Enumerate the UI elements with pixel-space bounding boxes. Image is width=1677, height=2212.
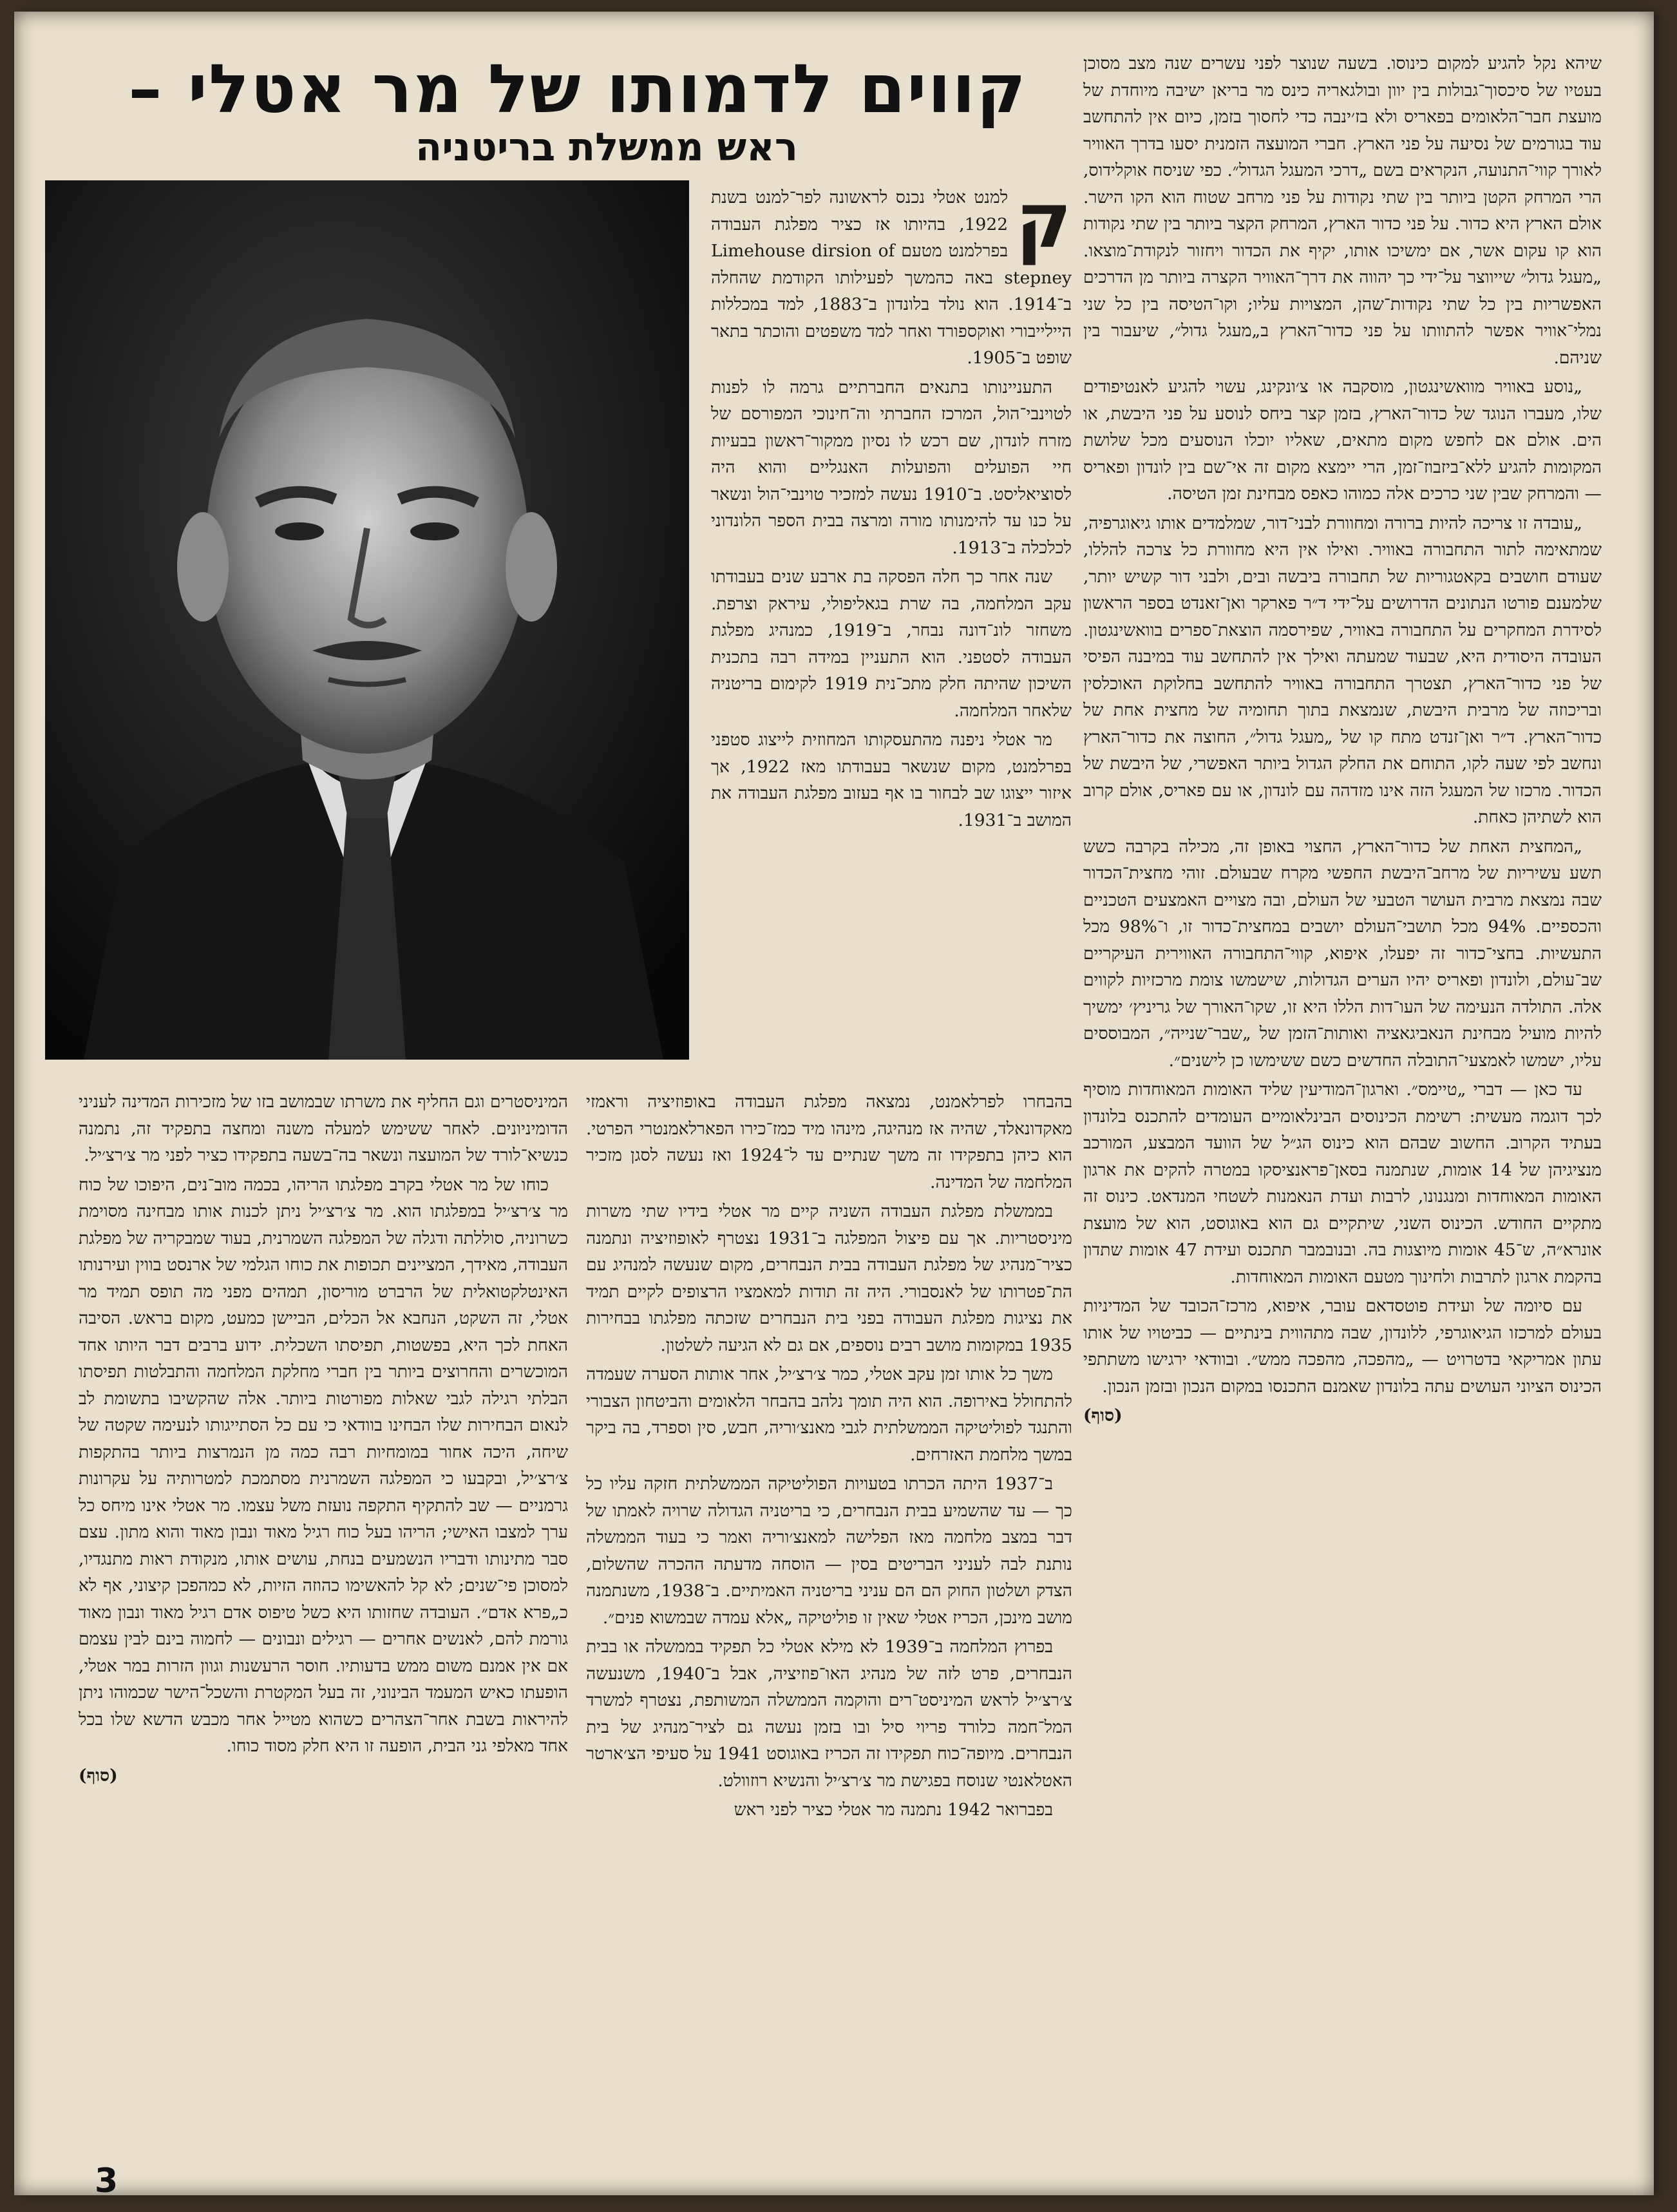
middle-column [711, 184, 1072, 1086]
paragraph: משך כל אותו זמן עקב אטלי, כמר צ׳רצ׳יל, אחר אותות הסערה שעמדה להתחולל באירופה. הוא היה תומך נלהב בהבחר הלאומים והביטחון הצבורי והתנגד לפוליטיקה הממשלתית לגבי מאנצ׳וריה, חבש, סין וספרד, בה ביקר במשך מלחמת האזרחים. [586, 1364, 1072, 1465]
paragraph: המיניסטרים וגם החליף את משרתו שבמושב בזו של מזכירות המדינה לעניני הדומיניונים. לאחר ששימש למעלה משנה ומחצה בתפקיד זה, נתמנה כנשיא־לורד של המועצה ונשאר בה־בשעה בתפקידו כציר לפני מר צ׳רצ׳יל. [79, 1092, 568, 1165]
portrait-image [45, 180, 689, 1060]
paragraph: התעניינותו בתנאים החברתיים גרמה לו לפנות לטוינבי־הול, המרכז החברתי וה־חינוכי המפורסם של מזרח לונדון, שם רכש לו נסיון ממקור־ראשון בבעיות חיי הפועלים והפועלות האנגליים והוא היה לסוציאליסט. ב־1910 נעשה למזכיר טוינבי־הול ונשאר על כנו עד להימנותו מורה ומרצה בבית הספר הלונדוני לכלכלה ב־1913. [711, 377, 1072, 558]
article-subheadline: ראש ממשלת בריטניה [415, 125, 798, 170]
paragraph: בממשלת מפלגת העבודה השניה קיים מר אטלי בידיו שתי משרות מיניסטריות. אך עם פיצול המפלגה ב־1931 נצטרף לאופוזיציה ונתמנה כציר־מנהיג של מפלגת העבודה בבית הנבחרים, מקום שנעשה למנהיג עם הת־פטרותו של לאנסבורי. היה זה תודות למאמציו הרצופים לקיים תמיד את נציגות מפלגת העבודה בפני בית הנבחרים שזכתה מפלגתו בבחירות 1935 במקומות מושב רבים נוספים, אם גם לא הגיעה לשלטון. [586, 1201, 1072, 1355]
paragraph: שנה אחר כך חלה הפסקה בת ארבע שנים בעבודתו עקב המלחמה, בה שרת בגאליפולי, עיראק וצרפת. משחזר לונ־דונה נבחר, ב־1919, כמנהיג מפלגת העבודה לסטפני. הוא התעניין במידה רבה בתכנית השיכון שהיתה חלק מתכ־נית 1919 לקימום בריטניה שלאחר המלחמה. [711, 567, 1072, 721]
paragraph: עד כאן — דברי „טיימס״. וארגון־המודיעין שליד האומות המאוחדות מוסיף לכך דוגמה מעשית: רשימת הכינוסים הבינלאומיים העומדים להתכנס בלונדון בעתיד הקרוב. החשוב שבהם הוא כינוס הג״ל של הוועד המבצע, המורכב מנציגיהן של 14 אומות, שנתמנה בסאן־פראנציסקו במטרה להקים את ארגון האומות המאוחדות ומנגנונו, לרבות ועדת הנאמנות לשטחי המנדאט. כינוס זה מתקיים החודש. הכינוס השני, שיתקיים גם הוא באוגוסט, הוא של מועצת אונרא״ה, ש־45 אומות מיוצגות בה. ובנובמבר תתכנס ועידת 47 אומות שתדון בהקמת ארגון לתרבות ולחינוך מטעם האומות המאוחדות. [1083, 1080, 1602, 1287]
end-mark: (סוף) [1083, 1406, 1123, 1425]
paragraph: בפברואר 1942 נתמנה מר אטלי כציר לפני ראש [734, 1800, 1053, 1820]
paragraph: בהבחרו לפרלאמנט, נמצאה מפלגת העבודה באופוזיציה וראמזי מאקדונאלד, שהיה אז מנהיגה, מינהו מיד כמז־כירו הפארלאמנטרי הפרטי. הוא כיהן בתפקידו זה משך שנתיים עד ל־1924 ואז נעשה לסגן מזכיר המלחמה של המדינה. [586, 1092, 1072, 1192]
paragraph [711, 184, 1072, 372]
paragraph: בפרוץ המלחמה ב־1939 לא מילא אטלי כל תפקיד בממשלה או בבית הנבחרים, פרט לזה של מנהיג האו־פוזיציה, אבל ב־1940, משנעשה צ׳רצ׳יל לראש המיניסט־רים והוקמה הממשלה המשותפת, נצטרף למשרד המל־חמה כלורד פריוי סיל ובו בזמן נעשה גם לציר־מנהיג של בית הנבחרים. מיופה־כוח תפקידו זה הכריז באוגוסט 1941 על סעיפי הצ׳ארטר האטלאנטי שנוסח בפגישת מר צ׳רצ׳יל והנשיא רוזוולט. [586, 1637, 1072, 1791]
portrait-photo [45, 180, 689, 1060]
paragraph: מר אטלי ניפנה מהתעסקותו המחוזית לייצוג סטפני בפרלמנט, מקום שנשאר בעבודתו מאז 1922, אך איזור ייצוגו שב לבחור בו אף בעזוב מפלגת העבודה את המושב ב־1931. [711, 730, 1072, 830]
paragraph: עם סיומה של ועידת פוטסדאם עובר, איפוא, מרכז־הכובד של המדיניות בעולם למרכזו הגיאוגרפי, ללונדון, שבה מתהווית בינתיים — כביטויו של אותו עתון אמריקאי בדטרויט — „מהפכה, מהפכה ממש״. ובוודאי ירגישו משתתפי הכינוס הציוני העושים עתה בלונדון שאמנם התכנסו במקום הנכון ובזמן הנכון. [1083, 1296, 1602, 1397]
paragraph-text: למנט אטלי נכנס לראשונה לפר־למנט בשנת 1922, בהיותו אז כציר מפלגת העבודה בפרלמנט מטעם Limehouse dirsion of stepney באה כהמשך לפעילותו הקודמת שהחלה ב־1914. הוא נולד בלונדון ב־1883, למד במכללות היילייבורי ואוקספורד ואחר למד משפטים והוכתר בתאר שופט ב־1905. [711, 187, 1072, 368]
paragraph: כוחו של מר אטלי בקרב מפלגתו הריהו, בכמה מוב־נים, היפוכו של כוח מר צ׳רצ׳יל במפלגתו הוא. מר צ׳רצ׳יל ניתן לכנות אותו מבחינה מסוימת כשרוניה, סוללתה ודגלה של המפלגה השמרנית, בעוד שמבקריה של מפלגת העבודה, מאידך, המציינים תכופות את כוחו הגלמי של ארנסט בווין ועירנותו האינטלקטואלית של הרברט מוריסון, תמהים מפני מה תופס תמיד מר אטלי, זה השקט, הנחבא אל הכלים, הביישן כמעט, מקום בראש. הסיבה האחת לכך היא, בפשטות, תפיסתו השכלית. ידוע ברבים דבר היותו אחד המוכשרים והחרוצים ביותר בין חברי מחלקת המלחמה והתבלטות תפיסתו הבלתי רגילה לגבי שאלות מפורטות ביותר. אלה שהקשיבו בתשומת לב לנאום הבחירות שלו הבחינו בוודאי כי עם כל הסתייגותו לנעימה שקטה של שיחה, היכה אחור במומחיות רבה כמה מן הנמרצות ביותר בהתקפות צ׳רצ׳יל, ובקבעו כי המפלגה השמרנית מסתמכת למטרותיה על עקרונות גרמניים — שב להתקיף התקפה נועזת משל עצמו. מר אטלי אינו מיחס כל ערך למצבו האישי; הריהו בעל כוח רגיל מאוד ונבון מאוד והוא מתון. עצם סבר מתינותו ודבריו הנשמעים בנחת, עושים אותו, מנקודת ראות מתנגדיו, למסוכן פי־שנים; לא קל להאשימו כהוזה הזיות, לא כמהפכן קיצוני, אף לא כ„פרא אדם״. העובדה שחזותו היא כשל טיפוס אדם רגיל מאוד ונבון מאוד גורמת להם, לאנשים אחרים — רגילים ונבונים — לחמוה בינם לבין עצמם אם אין אמנם משום ממש בדעותיו. חוסר הרעשנות וגוון הזרות במר אטלי, הופעתו כאיש המעמד הבינוני, זה בעל המקטרת והשכל־הישר שכמוהו ניתן להיראות בשבת אחר־הצהרים כשהוא מטייל אחר מכבש הדשא שלו בכל אחד מאלפי גני הבית, הופעה זו היא חלק מסוד כוחו. [79, 1174, 568, 1756]
article-headline: קווים לדמותו של מר אטלי – [128, 50, 1027, 128]
lower-middle-column [586, 1089, 1072, 2145]
paragraph: ב־1937 היתה הכרתו בטעויות הפוליטיקה הממשלתית חזקה עליו כל כך — עד שהשמיע בבית הנבחרים, כי בריטניה הגדולה שרויה לאמתו של דבר במצב מלחמה מאז הפלישה למאנצ׳וריה ואמר כי בעוד הממשלה נותנת לבה לעניני הבריטים בסין — הוסחה מדעתה ההכרה שהשלום, הצדק ושלטון החוק הם הם עניני בריטניה האמיתיים. ב־1938, משנתמנה מושב מינכן, הכריז אטלי שאין זו פוליטיקה „אלא עמדה שבמשוא פנים״. [586, 1474, 1072, 1628]
paragraph: „המחצית האחת של כדור־הארץ, החצוי באופן זה, מכילה בקרבה כשש תשע עשיריות של מרחב־היבשת החפשי מקרח שבעולם. זוהי מחצית־הכדור שבה נמצאת מרבית העושר הטבעי של העולם, ובה מצויים האמצעים הטכניים והכספיים. 94% מכל תושבי־העולם יושבים במחצית־כדור זו, ו־98% מכל התעשיות. בחצי־כדור זה יפעלו, איפוא, קווי־התחבורה האווירית העיקריים שב־עולם, ולונדון ופאריס יהיו הערים הגדולות, שישמשו צומת מרכזיות לקווים אלה. התולדה הנעימה של העו־דות הללו היא זו, שקו־האורך של גריניץ׳ ימשיך להיות מועיל מבחינת הנאביגאציה ואותות־הזמן של „שבר־שנייה״, המבוססים עליו, ישמשו לאמצעי־התובלה החדשים כשם ששימשו כן לישנים״. [1083, 836, 1602, 1071]
right-column [1083, 50, 1602, 2144]
end-mark: (סוף) [79, 1765, 118, 1786]
drop-cap: ק [1016, 184, 1072, 265]
paragraph: „עובדה זו צריכה להיות ברורה ומחוורת לבני־דור, שמלמדים אותו גיאוגרפיה, שמתאימה לתור התחבורה באוויר. ואילו אין היא מחוורת כל צרכה להללו, שעודם חושבים בקאטגוריות של תחבורה ביבשה ובים, ולבני דור קשיש יותר, שלמענם פורטו הנתונים הדרושים על־ידי ד״ר פארקר ואן־זאנדט בספר הראשון לסידרת המחקרים על התחבורה באוויר, שפירסמה הוצאת־ספרים בוואשינגטון. העובדה היסודית היא, שבעוד שמעתה ואילך אין להתחשב עוד במיבנה הפיסי של פני כדור־הארץ, תצטרך התחבורה באוויר להתחשב בחלוקת האוכלסין ובריכוזה של מרבית היבשת, שנמצאת בתוך תחומיה של מחצית אחת של כדור־הארץ. ד״ר ואן־זנדט מתח קו של „מעגל גדול״, החוצה את כדור־הארץ ונחשב לפי שעה לקו, התוחם את החלק הגדול ביותר האפשרי, של היבשת של הכדור. מרכזו של המעגל הזה אינו מזדהה עם לונדון, או עם פאריס, אולם קרוב הוא לשתיהן כאחת. [1083, 513, 1602, 827]
page-number: 3 [95, 2162, 118, 2195]
lower-left-column [79, 1089, 568, 2132]
paragraph: „נוסע באוויר מוואשינגטון, מוסקבה או צ׳ונקינג, עשוי להגיע לאנטיפודים שלו, מעברו הנוגד של כדור־הארץ, בזמן קצר ביחס לנוסע על פני היבשת, או הים. אולם אם לחפש מקום מתאים, שאליו יוכלו הנוסעים מכל שלושת המקומות להגיע ללא־ביזבוז־זמן, הרי יימצא מקום זה אי־שם בין לונדון ופאריס — והמרחק שבין שני כרכים אלה כמוהו כאפס מבחינת זמן הטיסה. [1083, 377, 1602, 504]
magazine-page [14, 12, 1654, 2195]
paragraph: שיהא נקל להגיע למקום כינוסו. בשעה שנוצר לפני עשרים שנה מצב מסוכן בעטיו של סיכסוך־גבולות בין יוון ובולגאריה כינס מר בריאן ישיבה מיוחדת של מועצת חבר־הלאומים בפאריס ולא בז׳ינבה כדי לחסוך בזמן, כיום אין להתחשב עוד בגורמים של נסיעה על פני הארץ. חברי המועצה הזמנית יסעו בדרך האוויר לאורך קווי־התנועה, הנקראים בשם „דרכי המעגל הגדול״. כפי שניסח אוקלידוס, הרי המרחק הקטן ביותר בין שתי נקודות על פני מרחב שטוח הוא הקו הישר. אולם הארץ היא כדור. על פני כדור הארץ, המרחק הקצר ביותר בין שתי נקודות הוא קו עקום אשר, אם ימשיכו אותו, יקיף את הכדור ויחזור לנקודת־מוצאו. „מעגל גדול״ שייווצר על־ידי כך יהווה את דרך־האוויר הקצרה ביותר מן הדרכים האפשריות בין כל שתי נקודות־שהן, המצויות עליו; וקו־הטיסה בין כל שני נמלי־אוויר אפשר להתוותו על פני כדור־הארץ ב„מעגל גדול״, שיעבור בין שניהם. [1083, 53, 1602, 368]
